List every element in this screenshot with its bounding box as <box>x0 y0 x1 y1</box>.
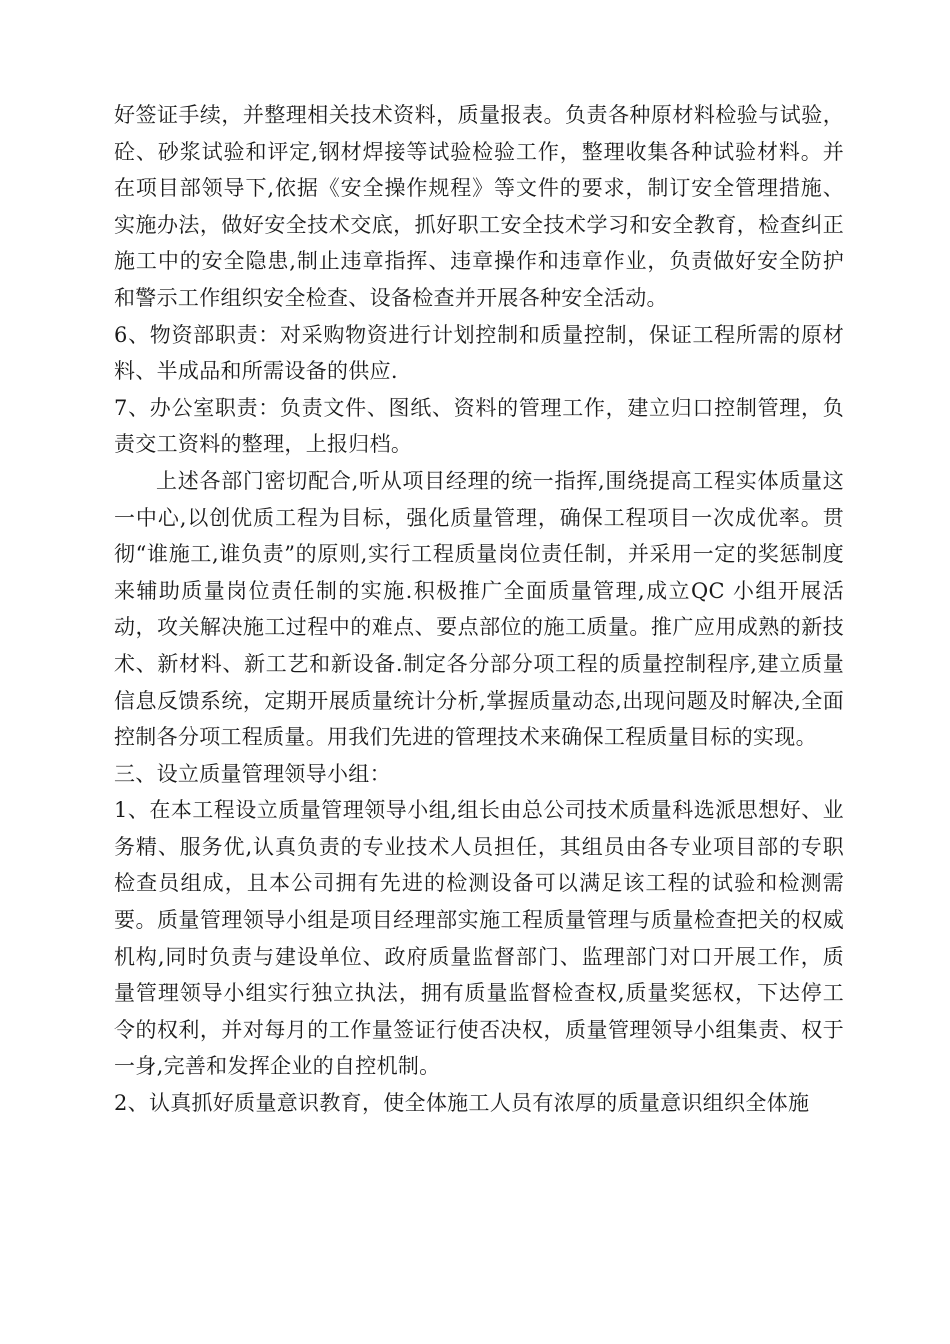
paragraph-office-duties: 7、办公室职责：负责文件、图纸、资料的管理工作，建立归口控制管理，负责交工资料的整理，上报归档。 <box>114 395 844 457</box>
paragraph-coordination: 上述各部门密切配合,听从项目经理的统一指挥,围绕提高工程实体质量这一中心,以创优质工程为目标，强化质量管理，确保工程项目一次成优率。贯彻“谁施工,谁负责”的原则,实行工程质量岗位责任制，并采用一定的奖惩制度来辅助质量岗位责任制的实施.积极推广全面质量管理,成立QC 小组开展活动，攻关解决施工过程中的难点、要点部位的施工质量。推广应用成熟的新技术、新材料、新工艺和新设备.制定各分部分项工程的质量控制程序,建立质量信息反馈系统，定期开展质量统计分析,掌握质量动态,出现问题及时解决,全面控制各分项工程质量。用我们先进的管理技术来确保工程质量目标的实现。 <box>114 468 844 750</box>
section-heading-quality-group: 三、设立质量管理领导小组： <box>114 761 391 786</box>
document-body <box>114 97 844 1122</box>
paragraph-materials-department: 6、物资部职责：对采购物资进行计划控制和质量控制，保证工程所需的原材料、半成品和所需设备的供应. <box>114 322 844 384</box>
paragraph-quality-group-setup: 1、在本工程设立质量管理领导小组,组长由总公司技术质量科选派思想好、业务精、服务优,认真负责的专业技术人员担任，其组员由各专业项目部的专职检查员组成，且本公司拥有先进的检测设备可以满足该工程的试验和检测需要。质量管理领导小组是项目经理部实施工程质量管理与质量检查把关的权威机构,同时负责与建设单位、政府质量监督部门、监理部门对口开展工作，质量管理领导小组实行独立执法，拥有质量监督检查权,质量奖惩权，下达停工令的权利，并对每月的工作量签证行使否决权，质量管理领导小组集责、权于一身,完善和发挥企业的自控机制。 <box>114 798 844 1079</box>
paragraph-duty-continuation: 好签证手续，并整理相关技术资料，质量报表。负责各种原材料检验与试验，砼、砂浆试验和评定,钢材焊接等试验检验工作，整理收集各种试验材料。并在项目部领导下,依据《安全操作规程》等文件的要求，制订安全管理措施、实施办法，做好安全技术交底，抓好职工安全技术学习和安全教育，检查纠正施工中的安全隐患,制止违章指挥、违章操作和违章作业，负责做好安全防护和警示工作组织安全检查、设备检查并开展各种安全活动。 <box>114 103 844 310</box>
paragraph-quality-education: 2、认真抓好质量意识教育，使全体施工人员有浓厚的质量意识组织全体施 <box>114 1091 810 1116</box>
